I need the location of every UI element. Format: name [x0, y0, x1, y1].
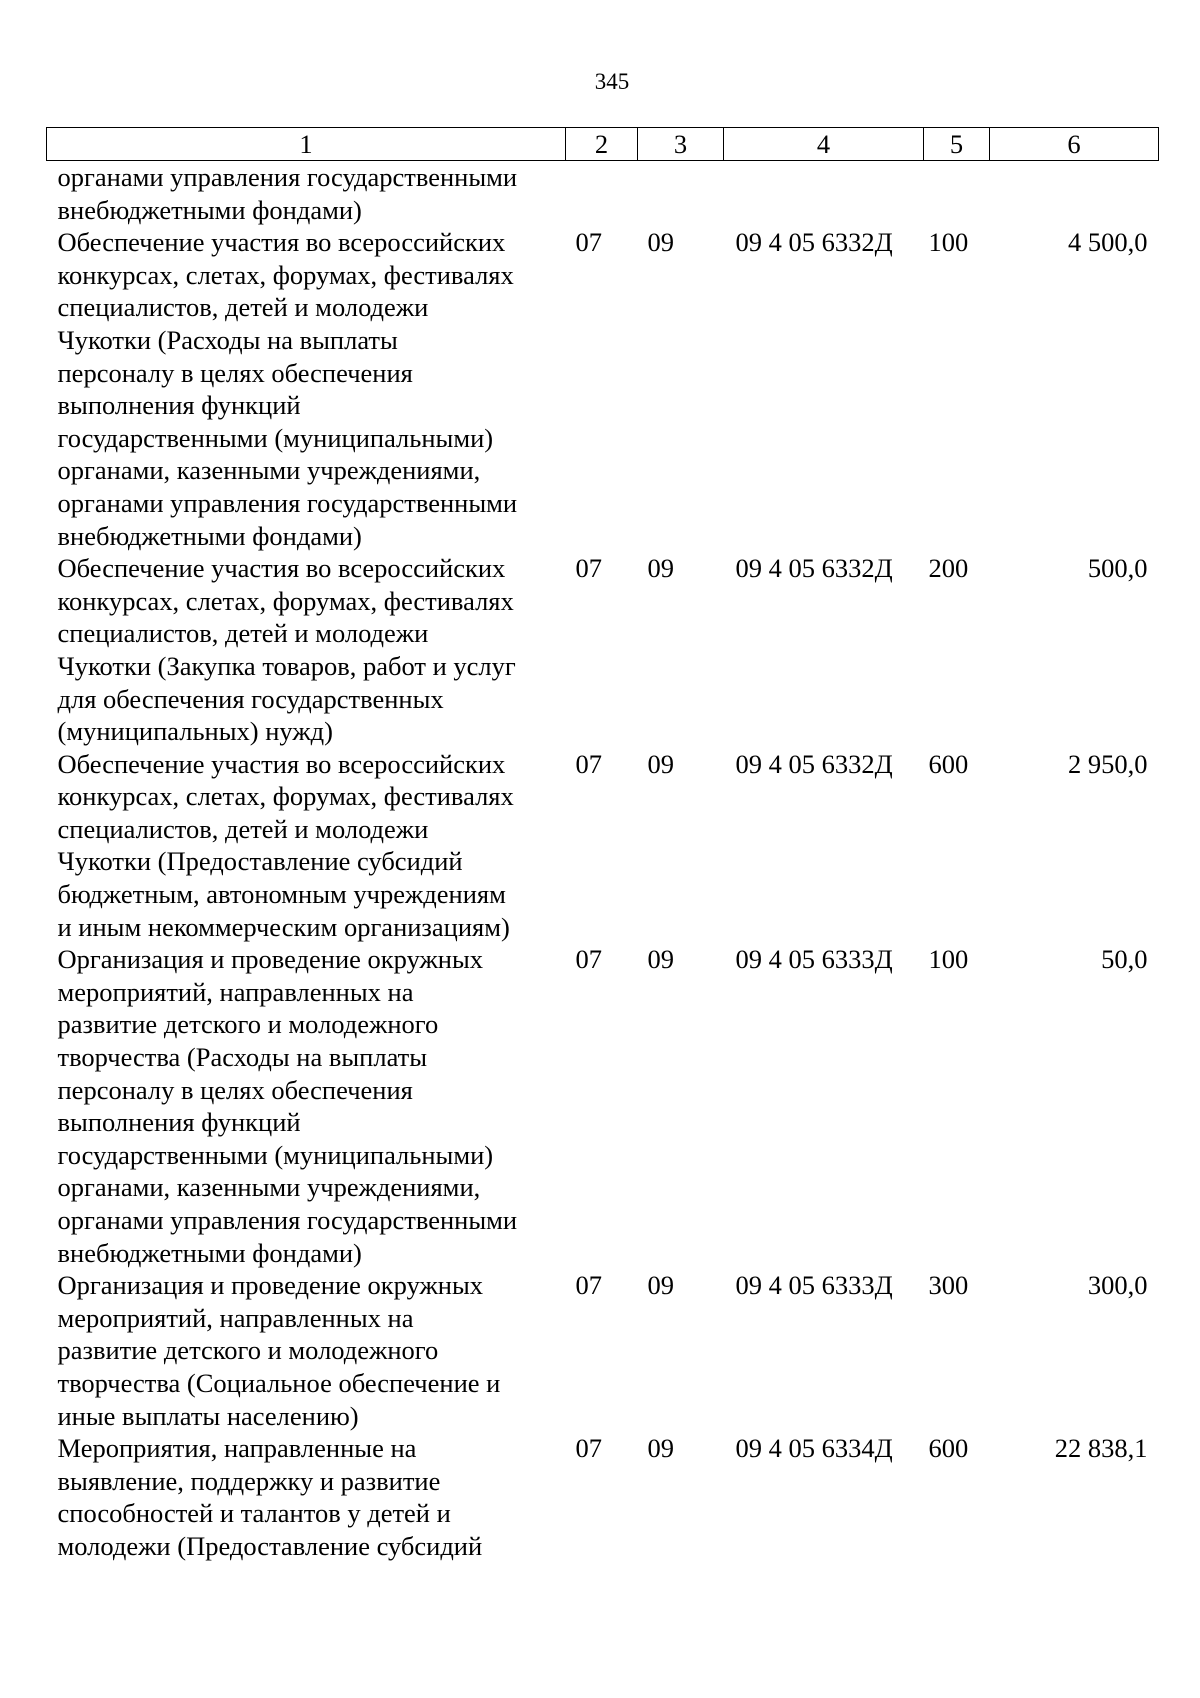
- row-subsection: 09: [647, 1433, 674, 1464]
- row-section: 07: [575, 748, 602, 779]
- row-expense-type: 600: [928, 748, 969, 779]
- row-target-article: 09 4 05 6333Д: [735, 1270, 893, 1301]
- row-subsection: 09: [647, 1270, 674, 1301]
- table-body: [47, 161, 1159, 1563]
- row-target-article: 09 4 05 6334Д: [735, 1433, 893, 1464]
- row-amount: 2 950,0: [1068, 748, 1148, 779]
- row-subsection: 09: [647, 748, 674, 779]
- row-name: Организация и проведение окружных мероприятий, направленных на развитие детского и молодежного творчества (Расходы на выплаты персоналу в целях обеспечения выполнения функций государственными (муниципальными) органами, казенными учреждениями, органами управления государственными внебюджетными фондами): [57, 944, 518, 1268]
- row-section: 07: [575, 227, 602, 258]
- row-name: Обеспечение участия во всероссийских конкурсах, слетах, форумах, фестивалях специалистов, детей и молодежи Чукотки (Предоставление субсидий бюджетным, автономным учреждениям и иным некоммерческим организациям): [57, 748, 514, 942]
- row-name: органами управления государственными внебюджетными фондами): [57, 162, 518, 225]
- row-name: Обеспечение участия во всероссийских конкурсах, слетах, форумах, фестивалях специалистов, детей и молодежи Чукотки (Закупка товаров, работ и услуг для обеспечения государственных (муниципальных) нужд): [57, 553, 516, 747]
- row-target-article: 09 4 05 6332Д: [735, 553, 893, 584]
- row-name: Обеспечение участия во всероссийских конкурсах, слетах, форумах, фестивалях специалистов, детей и молодежи Чукотки (Расходы на выплаты персоналу в целях обеспечения выполнения функций государственными (муниципальными) органами, казенными учреждениями, органами управления государственными внебюджетными фондами): [57, 227, 518, 551]
- row-subsection: [638, 161, 724, 227]
- page-number: 345: [594, 69, 630, 94]
- header-col-section: 2: [566, 128, 638, 161]
- row-section: 07: [575, 1433, 602, 1464]
- header-col-name: 1: [47, 128, 566, 161]
- row-section: 07: [575, 553, 602, 584]
- row-expense-type: 100: [928, 944, 969, 975]
- table-header: [47, 128, 1159, 161]
- row-target-article: [724, 161, 924, 227]
- row-amount: 500,0: [1087, 553, 1148, 584]
- row-name: Организация и проведение окружных мероприятий, направленных на развитие детского и молодежного творчества (Социальное обеспечение и иные выплаты населению): [57, 1270, 501, 1431]
- row-subsection: 09: [647, 553, 674, 584]
- row-name: Мероприятия, направленные на выявление, поддержку и развитие способностей и талантов у детей и молодежи (Предоставление субсидий: [57, 1433, 483, 1561]
- table-row: [47, 748, 1159, 944]
- table-row: [47, 943, 1159, 1269]
- row-section: 07: [575, 944, 602, 975]
- row-expense-type: 600: [928, 1433, 969, 1464]
- row-target-article: 09 4 05 6332Д: [735, 227, 893, 258]
- header-col-target-article: 4: [724, 128, 924, 161]
- row-subsection: 09: [647, 944, 674, 975]
- header-col-amount: 6: [990, 128, 1159, 161]
- budget-table: [46, 127, 1159, 1563]
- table-row: [47, 552, 1159, 748]
- row-target-article: 09 4 05 6333Д: [735, 944, 893, 975]
- row-expense-type: [924, 161, 990, 227]
- table-row: [47, 1269, 1159, 1432]
- row-subsection: 09: [647, 227, 674, 258]
- table-row: [47, 1432, 1159, 1562]
- row-amount: 22 838,1: [1054, 1433, 1148, 1464]
- row-amount: 50,0: [1101, 944, 1148, 975]
- row-expense-type: 100: [928, 227, 969, 258]
- row-amount: [990, 161, 1159, 227]
- row-expense-type: 200: [928, 553, 969, 584]
- table-row: [47, 161, 1159, 227]
- row-amount: 4 500,0: [1068, 227, 1148, 258]
- row-expense-type: 300: [928, 1270, 969, 1301]
- row-section: 07: [575, 1270, 602, 1301]
- header-col-expense-type: 5: [924, 128, 990, 161]
- row-target-article: 09 4 05 6332Д: [735, 748, 893, 779]
- row-amount: 300,0: [1087, 1270, 1148, 1301]
- header-row: [47, 128, 1159, 161]
- header-col-subsection: 3: [638, 128, 724, 161]
- table-row: [47, 226, 1159, 552]
- row-section: [566, 161, 638, 227]
